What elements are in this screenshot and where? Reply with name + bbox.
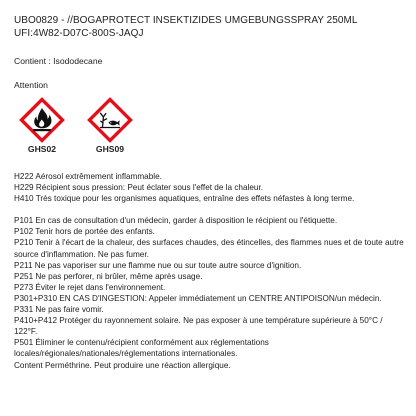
precautionary-statements xyxy=(14,215,406,370)
environment-icon xyxy=(87,97,133,143)
precautionary-statement: P211 Ne pas vaporiser sur une flamme nue ou sur toute autre source d'ignition. xyxy=(14,260,302,270)
precautionary-statement: P331 Ne pas faire vomir. xyxy=(14,305,104,315)
flame-icon xyxy=(19,97,65,143)
pictogram-code: GHS09 xyxy=(95,144,125,154)
product-title-line: UBO0829 - //BOGAPROTECT INSEKTIZIDES UMGEBUNGSSPRAY 250ML xyxy=(14,15,358,26)
precautionary-statement: P410+P412 Protéger du rayonnement solaire. Ne pas exposer à une température supérieure à 50°C / 122°F. xyxy=(14,316,383,337)
hazard-statement: H222 Aérosol extrêmement inflammable. xyxy=(14,172,162,181)
hazard-pictograms xyxy=(14,97,406,161)
precautionary-statement: P102 Tenir hors de portée des enfants. xyxy=(14,227,155,237)
precautionary-statement: P210 Tenir à l'écart de la chaleur, des surfaces chaudes, des étincelles, des flammes nues et de toute autre source d'inflammation. Ne pas fumer. xyxy=(14,238,404,259)
product-title xyxy=(14,14,406,40)
content-line: Contient : Isododecane xyxy=(14,56,103,66)
precautionary-statement: Content Perméthrine. Peut produire une réaction allergique. xyxy=(14,360,231,370)
precautionary-statement: P301+P310 EN CAS D'INGESTION: Appeler immédiatement un CENTRE ANTIPOISON/un médecin. xyxy=(14,293,382,303)
precautionary-statement: P501 Éliminer le contenu/récipient conformément aux réglementations locales/régionales/nationales/réglementations internationales. xyxy=(14,338,269,359)
precautionary-statement: P101 En cas de consultation d'un médecin, garder à disposition le récipient ou l'étiquette. xyxy=(14,216,338,226)
precautionary-statement: P273 Éviter le rejet dans l'environnement. xyxy=(14,282,166,292)
precautionary-statement: P251 Ne pas perforer, ni brûler, même après usage. xyxy=(14,271,203,281)
signal-word: Attention xyxy=(14,80,48,90)
pictogram-code: GHS02 xyxy=(27,144,57,154)
ufi-code-line: UFI:4W82-D07C-800S-JAQJ xyxy=(14,28,144,39)
pictogram-ghs09 xyxy=(82,97,138,154)
hazard-statement: H410 Très toxique pour les organismes aquatiques, entraîne des effets néfastes à long terme. xyxy=(14,194,355,204)
hazard-statements xyxy=(14,171,406,204)
pictogram-ghs02 xyxy=(14,97,70,154)
hazard-statement: H229 Récipient sous pression: Peut éclater sous l'effet de la chaleur. xyxy=(14,183,264,193)
